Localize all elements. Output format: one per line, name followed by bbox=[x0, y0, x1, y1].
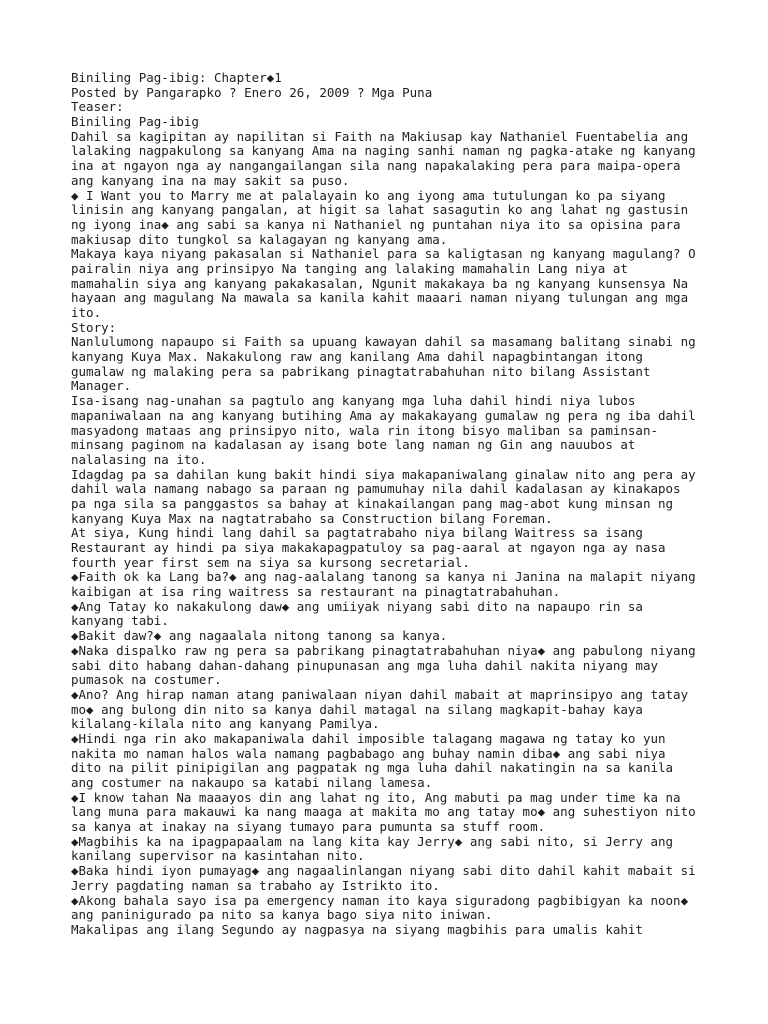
text-line: ◆Ang Tatay ko nakakulong daw◆ ang umiiyak niyang sabi dito na napaupo rin sa bbox=[71, 598, 643, 614]
text-line: Nanlulumong napaupo si Faith sa upuang kawayan dahil sa masamang balitang sinabi ng bbox=[71, 334, 696, 350]
text-line: Restaurant ay hindi pa siya makakapagpatuloy sa pag-aaral at ngayon nga ay nasa bbox=[71, 540, 666, 555]
text-line: ito. bbox=[71, 305, 102, 320]
text-line: kanyang tabi. bbox=[71, 613, 169, 629]
text-line: Makaya kaya niyang pakasalan si Nathaniel para sa kaligtasan ng kanyang magulang? O bbox=[71, 246, 696, 262]
text-line: makiusap dito tungkol sa kalagayan ng kanyang ama. bbox=[71, 231, 448, 247]
text-line: lalaking nagpakulong sa kanyang Ama na naging sanhi naman ng pagka-atake ng kanyang bbox=[71, 143, 696, 159]
text-line: mapaniwalaan na ang kanyang butihing Ama ay makakayang gumalaw ng pera ng iba dahil bbox=[71, 407, 696, 423]
text-line: ◆Bakit daw?◆ ang nagaalala nitong tanong sa kanya. bbox=[71, 628, 448, 644]
text-line: kilalang-kilala nito ang kanyang Pamilya. bbox=[71, 716, 380, 732]
text-line: kanilang supervisor na kasintahan nito. bbox=[71, 848, 365, 864]
text-line: ang costumer na nakaupo sa katabi nilang lamesa. bbox=[71, 775, 433, 790]
text-line: dahil wala namang nabago sa paraan ng pamumuhay nila dahil kadalasan ay kinakapos bbox=[71, 481, 681, 497]
text-line: Idagdag pa sa dahilan kung bakit hindi siya makapaniwalang ginalaw nito ang pera ay bbox=[71, 466, 696, 482]
text-line: ◆Akong bahala sayo isa pa emergency naman ito kaya siguradong pagbibigyan ka noon◆ bbox=[71, 892, 689, 908]
text-line: ◆Hindi nga rin ako makapaniwala dahil imposible talagang magawa ng tatay ko yun bbox=[71, 730, 666, 746]
text-line: At siya, Kung hindi lang dahil sa pagtatrabaho niya bilang Waitress sa isang bbox=[71, 525, 643, 541]
text-line: ◆Magbihis ka na ipagpapaalam na lang kita kay Jerry◆ ang sabi nito, si Jerry ang bbox=[71, 833, 674, 849]
story-title-line: Biniling Pag-ibig bbox=[71, 114, 199, 130]
text-line: sa kanya at inakay na siyang tumayo para pumunta sa stuff room. bbox=[71, 819, 546, 835]
text-line: lang muna para makauwi ka nang maaga at makita mo ang tatay mo◆ ang suhestiyon nito bbox=[71, 804, 696, 820]
text-line: ng iyong ina◆ ang sabi sa kanya ni Nathaniel ng puntahan niya ito sa opisina para bbox=[71, 216, 681, 232]
text-line: nakita mo naman halos wala namang pagbabago ang buhay namin diba◆ ang sabi niya bbox=[71, 745, 666, 761]
text-line: nalalasing na ito. bbox=[71, 451, 207, 467]
text-line: kanyang Kuya Max. Nakakulong raw ang kanilang Ama dahil napagbintangan itong bbox=[71, 349, 643, 365]
text-line: Dahil sa kagipitan ay napilitan si Faith na Makiusap kay Nathaniel Fuentabelia ang bbox=[71, 128, 689, 144]
text-line: ang paniniguradо pa nito sa kanya bago siya nito iniwan. bbox=[71, 907, 493, 923]
text-line: pa nga sila sa panggastos sa bahay at kinakailangan pang mag-abot kung minsan ng bbox=[71, 495, 674, 511]
story-heading: Story: bbox=[71, 319, 117, 335]
text-line: ◆Naka dispalko raw ng pera sa pabrikang pinagtatrabahuhan niya◆ ang pabulong niyang bbox=[71, 642, 696, 658]
text-line: fourth year first sem na siya sa kursong secretarial. bbox=[71, 554, 470, 570]
text-line: sabi dito habang dahan-dahang pinupunasan ang mga luha dahil nakita niyang may bbox=[71, 657, 658, 673]
text-line: ◆ I Want you to Marry me at palalayain ko ang iyong ama tutulungan ko pa siyang bbox=[71, 187, 666, 203]
text-line: mo◆ ang bulong din nito sa kanya dahil matagal na silang magkapit-bahay kaya bbox=[71, 701, 643, 717]
text-line: mamahalin siya ang kanyang pakakasalan, Ngunit makakaya ba ng kanyang kunsensya Na bbox=[71, 275, 689, 291]
text-line: dito na pilit pinipigilan ang pagpatak ng mga luha dahil nakatingin na sa kanila bbox=[71, 760, 674, 776]
text-line: ◆Ano? Ang hirap naman atang paniwalaan niyan dahil mabait at maprinsipyo ang tatay bbox=[71, 686, 689, 702]
text-line: linisin ang kanyang pangalan, at higit sa lahat sasagutin ko ang lahat ng gastusin bbox=[71, 202, 689, 218]
text-line: ◆Faith ok ka Lang ba?◆ ang nag-aalalang tanong sa kanya ni Janina na malapit niyang bbox=[71, 569, 696, 585]
text-line: ina at ngayon nga ay nangangailangan sila nang napakalaking pera para maipa-opera bbox=[71, 158, 681, 174]
text-line: kaibigan at isa ring waitress sa restaurant na pinagtatrabahuhan. bbox=[71, 584, 561, 600]
text-line: pumasok na costumer. bbox=[71, 672, 222, 688]
text-line: gumalaw ng malaking pera sa pabrikang pinagtatrabahuhan nito bilang Assistant bbox=[71, 363, 651, 379]
text-line: minsang paginom na kadalasan ay isang bote lang naman ng Gin ang nauubos at bbox=[71, 437, 636, 453]
text-line: Jerry pagdating naman sa trabaho ay Istrikto ito. bbox=[71, 877, 440, 893]
text-line: masyadong mataas ang prinsipyo nito, wala rin itong bisyo maliban sa paminsan- bbox=[71, 422, 658, 438]
text-line: Manager. bbox=[71, 378, 132, 394]
text-line: Makalipas ang ilang Segundo ay nagpasya na siyang magbihis para umalis kahit bbox=[71, 921, 643, 937]
text-line: pairalin niya ang prinsipyo Na tanging ang lalaking mamahalin Lang niya at bbox=[71, 260, 628, 276]
text-line: kanyang Kuya Max na nagtatrabaho sa Construction bilang Foreman. bbox=[71, 510, 553, 526]
text-line: ◆I know tahan Na maaayos din ang lahat ng ito, Ang mabuti pa mag under time ka na bbox=[71, 789, 681, 805]
text-line: Isa-isang nag-unahan sa pagtulo ang kanyang mga luha dahil hindi niya lubos bbox=[71, 393, 636, 409]
text-line: ◆Baka hindi iyon pumayag◆ ang nagaalinlangan niyang sabi dito dahil kahit mabait si bbox=[71, 863, 696, 879]
document-body bbox=[71, 71, 738, 938]
text-line: hayaan ang magulang Na mawala sa kanila kahit maaari naman niyang tulungan ang mga bbox=[71, 290, 689, 306]
chapter-title-line: Biniling Pag-ibig: Chapter◆1 bbox=[71, 70, 282, 85]
teaser-heading: Teaser: bbox=[71, 99, 124, 115]
text-line: ang kanyang ina na may sakit sa puso. bbox=[71, 172, 350, 188]
posted-by-line: Posted by Pangarapko ? Enero 26, 2009 ? Mga Puna bbox=[71, 84, 433, 100]
